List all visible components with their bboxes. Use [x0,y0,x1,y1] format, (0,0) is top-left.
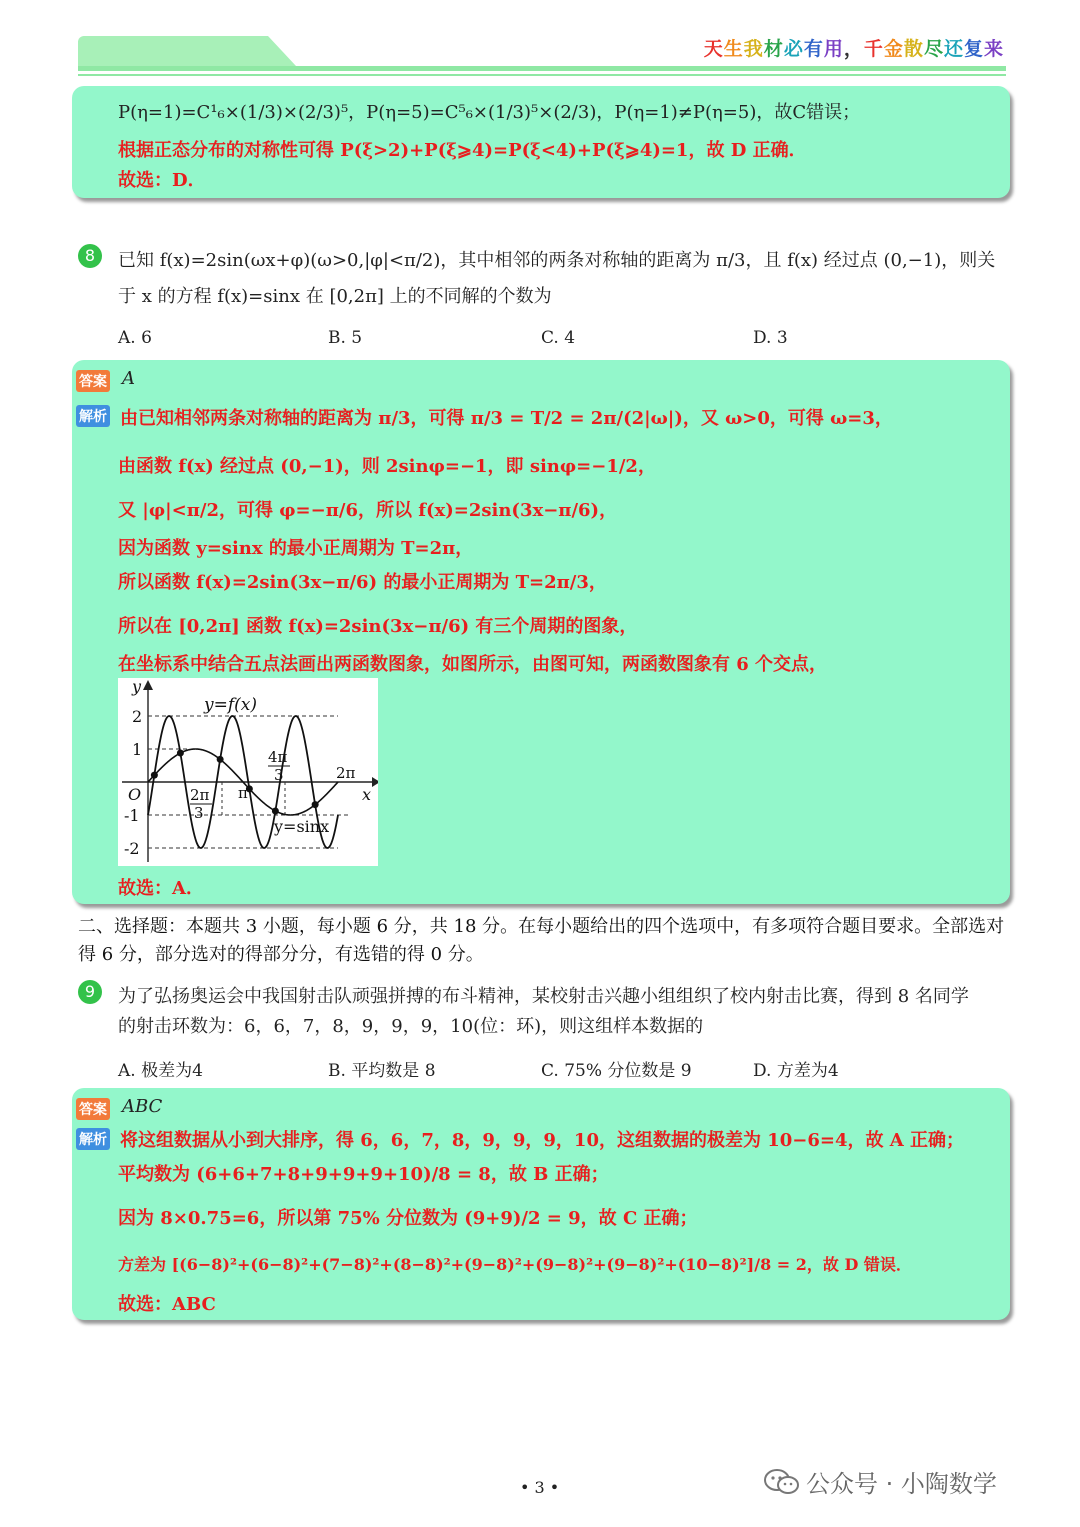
q9-option-b: B. 平均数是 8 [328,1061,436,1081]
intersection-point [151,772,158,779]
tick-2pi: 2π [336,764,356,782]
q9-answer: ABC [122,1096,163,1117]
x-axis-arrow [372,777,378,787]
intersection-point [272,807,279,814]
q9-option-d: D. 方差为4 [753,1061,839,1081]
intersection-point [217,756,224,763]
q9-final: 故选：ABC [118,1294,216,1315]
page-number: • 3 • [520,1478,560,1497]
q7-line2: 根据正态分布的对称性可得 P(ξ>2)+P(ξ⩾4)=P(ξ<4)+P(ξ⩾4)=1，故 D 正确． [118,140,807,161]
q8-option-c: C. 4 [541,328,576,348]
q9-text-line1: 为了弘扬奥运会中我国射击队顽强拼搏的布斗精神，某校射击兴趣小组组织了校内射击比赛，得到 8 名同学 [118,986,969,1007]
tick-2pi3-den: 3 [194,804,204,822]
q8-option-a: A. 6 [118,328,152,348]
q9-analysis-line2: 平均数为 (6+6+7+8+9+9+9+10)/8 = 8，故 B 正确； [118,1164,609,1185]
label-fx: y=f(x) [204,695,257,715]
header-decoration [78,36,268,66]
q8-answer: A [122,368,135,389]
q9-analysis-line3: 因为 8×0.75=6，所以第 75% 分位数为 (9+9)/2 = 9，故 C 正确； [118,1208,698,1229]
tick-pi: π [238,784,248,802]
q8-analysis-line5: 所以函数 f(x)=2sin(3x−π/6) 的最小正周期为 T=2π/3， [118,572,607,593]
y-axis-label: y [132,678,142,696]
tick-4pi3-den: 3 [274,766,284,784]
q8-option-b: B. 5 [328,328,363,348]
intersection-point [177,750,184,757]
section-heading-line2: 得 6 分，部分选对的得部分分，有选错的得 0 分。 [78,944,484,965]
header-rule [78,66,1006,71]
tick-2pi3-num: 2π [190,786,210,804]
x-axis-label: x [362,785,372,804]
wechat-icon [764,1468,800,1496]
q8-text-line2: 于 x 的方程 f(x)=sinx 在 [0,2π] 上的不同解的个数为 [118,286,552,307]
q8-analysis-line7: 在坐标系中结合五点法画出两函数图象，如图所示，由图可知，两函数图象有 6 个交点， [118,654,828,675]
tick-4pi3-num: 4π [268,748,288,766]
q8-final: 故选：A． [118,878,204,899]
watermark: 公众号 · 小陶数学 [806,1470,997,1498]
q8-option-d: D. 3 [753,328,788,348]
q9-option-a: A. 极差为4 [118,1061,203,1081]
tick-y1: 1 [132,740,143,759]
q9-analysis-line1: 将这组数据从小到大排序，得 6，6，7，8，9，9，9，10，这组数据的极差为 10−6=4，故 A 正确； [120,1130,965,1151]
question-number-9: 9 [78,980,102,1004]
function-graph [118,678,378,866]
section-heading-line1: 二、选择题：本题共 3 小题，每小题 6 分，共 18 分。在每小题给出的四个选项中，有多项符合题目要求。全部选对 [78,916,1005,937]
q8-analysis-line2: 由函数 f(x) 经过点 (0,−1)，则 2sinφ=−1，即 sinφ=−1/2， [118,456,656,477]
q8-analysis-line1: 由已知相邻两条对称轴的距离为 π/3，可得 π/3 = T/2 = 2π/(2|ω|)，又 ω>0，可得 ω=3， [120,408,893,429]
q9-option-c: C. 75% 分位数是 9 [541,1061,692,1081]
analysis-tag-q9: 解析 [76,1128,110,1150]
q7-line1: P(η=1)=C¹₆×(1/3)×(2/3)⁵，P(η=5)=C⁵₆×(1/3)⁵×(2/3)，P(η=1)≠P(η=5)，故C错误； [118,102,861,123]
origin-label: O [128,785,142,804]
tick-ym2: -2 [124,839,140,858]
answer-tag: 答案 [76,370,110,392]
q8-text-line1: 已知 f(x)=2sin(ωx+φ)(ω>0,|φ|<π/2)，其中相邻的两条对称轴的距离为 π/3，且 f(x) 经过点 (0,−1)，则关 [118,250,996,271]
tick-ym1: -1 [124,806,140,825]
header-slogan: 天生我材必有用，千金散尽还复来 [703,38,1004,60]
header-rule-thin [78,74,1006,76]
answer-tag-q9: 答案 [76,1098,110,1120]
tick-y2: 2 [132,707,143,726]
q7-final: 故选：D． [118,170,206,191]
q8-analysis-line6: 所以在 [0,2π] 函数 f(x)=2sin(3x−π/6) 有三个周期的图象， [118,616,638,637]
label-sinx: y=sinx [274,817,330,836]
q8-analysis-line4: 因为函数 y=sinx 的最小正周期为 T=2π， [118,538,474,559]
intersection-point [312,801,319,808]
graph-svg [118,678,378,866]
y-axis-arrow [143,680,153,690]
q8-analysis-line3: 又 |φ|<π/2，可得 φ=−π/6，所以 f(x)=2sin(3x−π/6)， [118,500,618,521]
analysis-tag: 解析 [76,405,110,427]
q9-analysis-line4: 方差为 [(6−8)²+(6−8)²+(7−8)²+(8−8)²+(9−8)²+(9−8)²+(9−8)²+(10−8)²]/8 = 2，故 D 错误． [118,1255,912,1274]
question-number-8: 8 [78,244,102,268]
q9-text-line2: 的射击环数为：6，6，7，8，9，9，9，10(位：环)，则这组样本数据的 [118,1016,704,1037]
